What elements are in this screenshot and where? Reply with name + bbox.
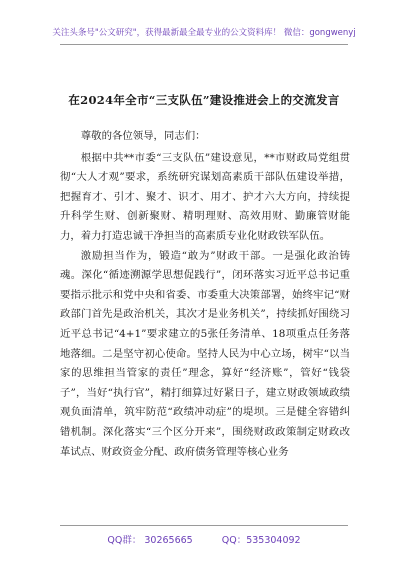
header-promo-note: 关注头条号"公文研究"，获得最新最全最专业的公文资料库！ 微信：gongwenyj bbox=[52, 28, 356, 38]
header-divider bbox=[60, 44, 348, 45]
footer-contact bbox=[0, 532, 408, 546]
footer-qq-group: QQ群： 30265665 bbox=[107, 535, 193, 546]
footer-qq: QQ：535304092 bbox=[221, 535, 301, 546]
footer-divider bbox=[60, 525, 348, 526]
paragraph-incentive: 激励担当作为，锻造“敢为”财政干部。一是强化政治铸魂。深化“循迹溯源学思想促践行”，闭环落实习近平总书记重要指示批示和党中央和省委、市委重大决策部署，始终牢记“财政部门首先是政治机关，其次才是业务机关”，持续抓好围绕习近平总书记“4+1”要求建立的5张任务清单、18项重点任务落地落细。二是坚守初心使命。坚持人民为中心立场，树牢“以当家的思维担当管家的责任”理念，算好“经济账”，管好“钱袋子”，当好“执行官”，精打细算过好紧日子，建立财政领域政绩观负面清单，筑牢防范“政绩冲动症”的堤坝。三是健全容错纠错机制。深化落实“三个区分开来”，围绕财政政策制定财政改革试点、财政资金分配、政府债务管理等核心业务 bbox=[60, 249, 350, 458]
salutation: 尊敬的各位领导，同志们： bbox=[80, 130, 206, 142]
document-title: 在2024年全市“三支队伍”建设推进会上的交流发言 bbox=[68, 93, 340, 107]
paragraph-intro: 根据中共**市委“三支队伍”建设意见，**市财政局党组贯彻“大人才观”要求，系统研究谋划高素质干部队伍建设举措，把握育才、引才、聚才、识才、用才、护才六大方向，持续提升科学生财、创新聚财、精明理财、高效用财、勤廉管财能力，着力打造忠诚干净担当的高素质专业化财政铁军队伍。 bbox=[60, 151, 350, 242]
document-body bbox=[60, 127, 350, 462]
